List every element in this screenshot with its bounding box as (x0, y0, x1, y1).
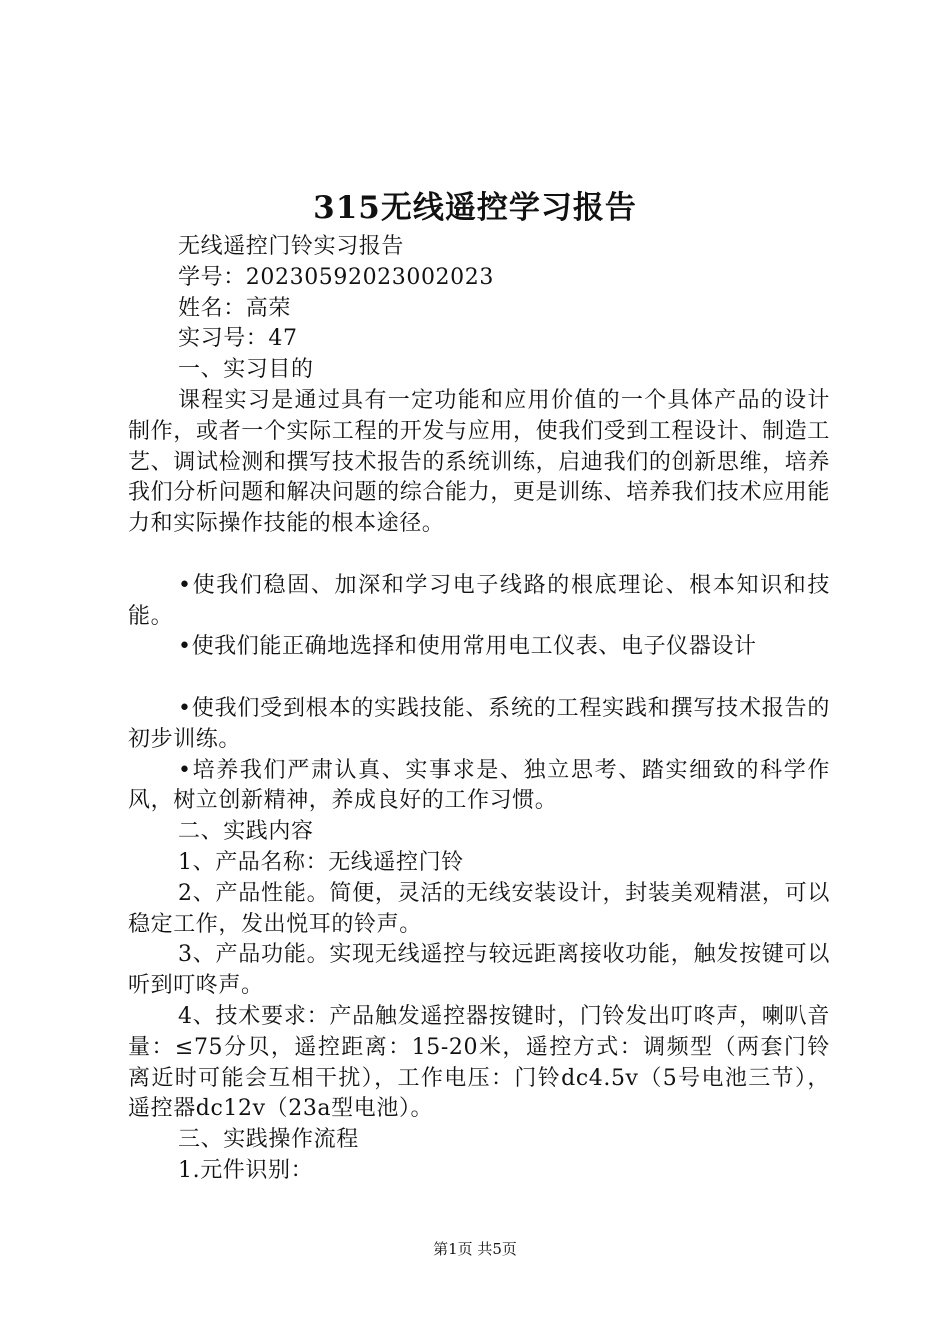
document-title: 315无线遥控学习报告 (313, 190, 637, 226)
content-item-function: 3、产品功能。实现无线遥控与较远距离接收功能，触发按键可以听到叮咚声。 (128, 942, 830, 999)
internship-number-line: 实习号：47 (178, 326, 298, 352)
section-heading-purpose: 一、实习目的 (178, 357, 314, 383)
bullet-item-1: •使我们稳固、加深和学习电子线路的根底理论、根本知识和技能。 (128, 572, 830, 629)
report-subtitle: 无线遥控门铃实习报告 (178, 234, 405, 259)
page-footer: 第1页 共5页 (433, 1240, 517, 1258)
blank-line (128, 663, 830, 694)
content-item-performance: 2、产品性能。简便，灵活的无线安装设计，封装美观精湛，可以稳定工作，发出悦耳的铃声。 (128, 880, 830, 937)
student-name-line: 姓名：高荣 (178, 295, 292, 321)
bullet-item-3: •使我们受到根本的实践技能、系统的工程实践和撰写技术报告的初步训练。 (128, 695, 830, 752)
section-heading-process: 三、实践操作流程 (178, 1127, 359, 1153)
bullet-item-4: •培养我们严肃认真、实事求是、独立思考、踏实细致的科学作风，树立创新精神，养成良好的工作习惯。 (128, 757, 830, 814)
document-body (128, 232, 830, 1187)
bullet-item-2: •使我们能正确地选择和使用常用电工仪表、电子仪器设计 (178, 634, 757, 660)
content-item-product-name: 1、产品名称：无线遥控门铃 (178, 849, 464, 875)
process-item-1: 1.元件识别： (178, 1157, 314, 1183)
content-item-requirements: 4、技术要求：产品触发遥控器按键时，门铃发出叮咚声，喇叭音量：≤75分贝，遥控距离：15-20米，遥控方式：调频型（两套门铃离近时可能会互相干扰），工作电压：门铃dc4.5v（5号电池三节），遥控器dc12v（23a型电池）。 (128, 1003, 830, 1122)
section-heading-content: 二、实践内容 (178, 819, 314, 845)
blank-line (128, 540, 830, 571)
student-id-line: 学号：20230592023002023 (178, 264, 494, 290)
paragraph-purpose: 课程实习是通过具有一定功能和应用价值的一个具体产品的设计制作，或者一个实际工程的开发与应用，使我们受到工程设计、制造工艺、调试检测和撰写技术报告的系统训练，启迪我们的创新思维，培养我们分析问题和解决问题的综合能力，更是训练、培养我们技术应用能力和实际操作技能的根本途径。 (128, 387, 830, 537)
